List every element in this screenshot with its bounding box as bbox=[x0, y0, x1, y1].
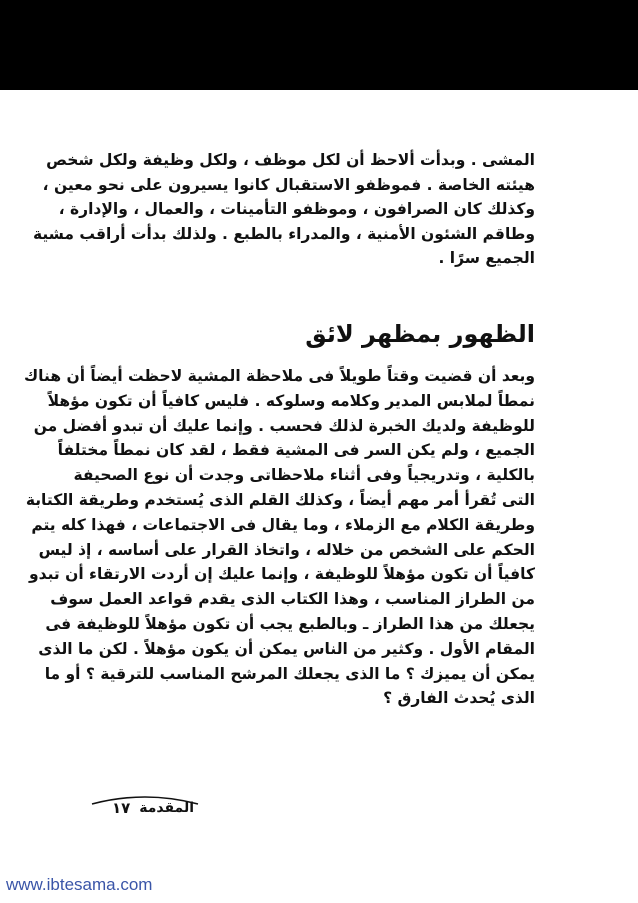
text-line: الجميع سرًا . bbox=[438, 249, 535, 268]
book-page bbox=[0, 90, 638, 903]
text-line: بالكلية ، وتدريجياً وفى أثناء ملاحظاتى وجدت أن نوع الصحيفة bbox=[73, 466, 535, 485]
section-heading: الظهور بمظهر لائق bbox=[305, 320, 535, 348]
footer-section-title: المقدمة bbox=[139, 800, 194, 816]
text-line: المشى . وبدأت ألاحظ أن لكل موظف ، ولكل وظيفة ولكل شخص bbox=[46, 151, 535, 169]
paragraph-1 bbox=[32, 148, 535, 271]
top-black-band bbox=[0, 0, 638, 90]
text-line: وطاقم الشئون الأمنية ، والمدراء بالطبع . ولذلك بدأت أراقب مشية bbox=[32, 224, 535, 243]
text-line: المقام الأول . وكثير من الناس يمكن أن يكون مؤهلاً . لكن ما الذى bbox=[38, 639, 535, 658]
text-line: وكذلك كان الصرافون ، وموظفو التأمينات ، والعمال ، والإدارة ، bbox=[58, 200, 535, 219]
page-number: ١٧ bbox=[112, 799, 131, 817]
text-line: وطريقة الكلام مع الزملاء ، وما يقال فى الاجتماعات ، فهذا كله يتم bbox=[31, 515, 535, 534]
text-line: الحكم على الشخص من خلاله ، واتخاذ القرار على أساسه ، إذ ليس bbox=[38, 540, 535, 559]
text-line: يجعلك من هذا الطراز ـ وبالطبع يجب أن تكون مؤهلاً للوظيفة فى bbox=[45, 614, 535, 633]
text-line: للوظيفة ولديك الخبرة لذلك فحسب . وإنما عليك أن تبدو أفضل من bbox=[33, 416, 535, 435]
text-line: كافياً أن تكون مؤهلاً للوظيفة ، وإنما عليك إن أردت الارتقاء أن تبدو bbox=[28, 565, 535, 584]
page-footer bbox=[112, 799, 194, 817]
text-line: الجميع ، ولم يكن السر فى المشية فقط ، لقد كان نمطاً مختلفاً bbox=[57, 441, 535, 460]
watermark-text: www.ibtesama.com bbox=[6, 875, 153, 894]
text-line: يمكن أن يميزك ؟ ما الذى يجعلك المرشح المناسب للترقية ؟ أو ما bbox=[44, 664, 535, 683]
text-line: من الطراز المناسب ، وهذا الكتاب الذى يقدم قواعد العمل سوف bbox=[50, 590, 535, 609]
text-line: هيئته الخاصة . فموظفو الاستقبال كانوا يسيرون على نحو معين ، bbox=[42, 175, 535, 194]
text-line: نمطاً لملابس المدير وكلامه وسلوكه . فليس كافياً أن تكون مؤهلاً bbox=[47, 391, 535, 410]
text-line: وبعد أن قضيت وقتاً طويلاً فى ملاحظة المشية لاحظت أيضاً أن هناك bbox=[23, 367, 535, 385]
text-line: التى تُقرأ أمر مهم أيضاً ، وكذلك القلم الذى يُستخدم وطريقة الكتابة bbox=[25, 490, 535, 509]
text-line: الذى يُحدث الفارق ؟ bbox=[383, 689, 535, 708]
paragraph-2 bbox=[23, 364, 535, 711]
